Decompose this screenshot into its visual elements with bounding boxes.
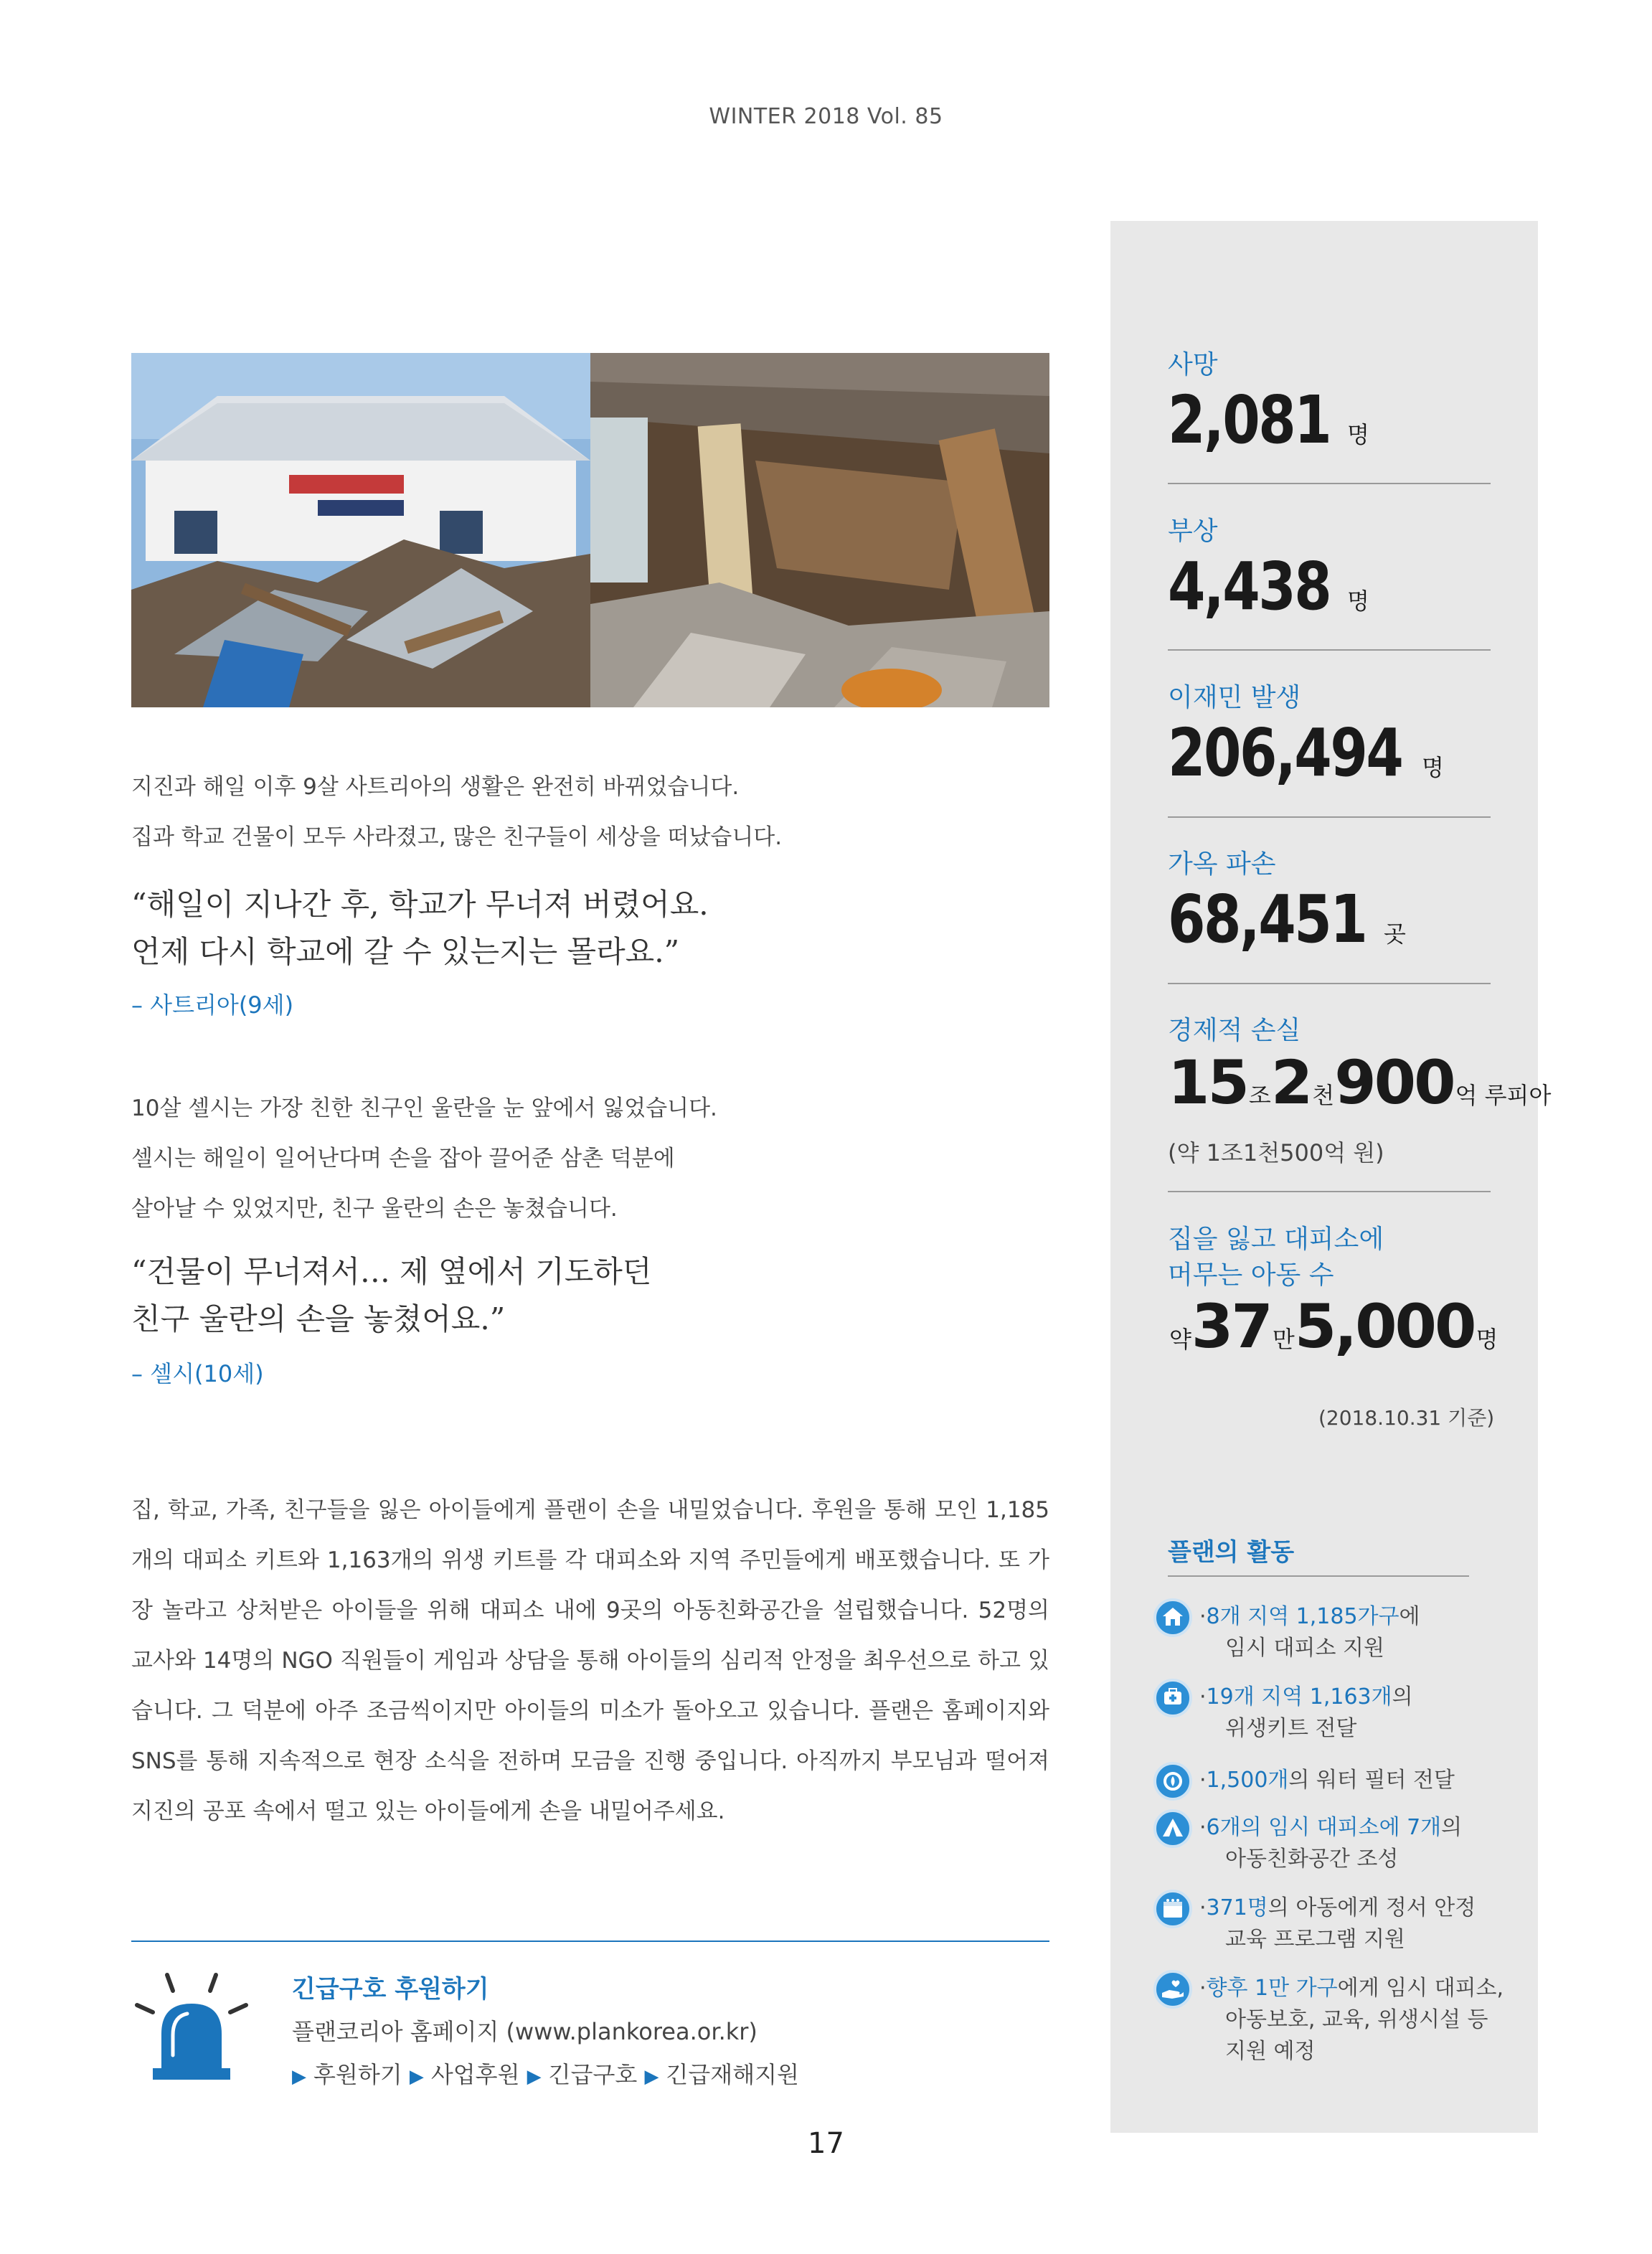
stat-economic-value: 15조2천900억 루피아 — [1168, 1047, 1552, 1118]
page-number: 17 — [808, 2127, 844, 2160]
activity-6: ·향후 1만 가구에게 임시 대피소, 아동보호, 교육, 위생시설 등 지원 예정 — [1199, 1976, 1504, 2064]
arrow-right-icon: ▶ — [527, 2066, 542, 2088]
quote-1-attribution: – 사트리아(9세) — [131, 991, 294, 1019]
stat-houses-value: 68,451 곳 — [1168, 881, 1406, 958]
story-2-line-1: 10살 셀시는 가장 친한 친구인 울란을 눈 앞에서 잃었습니다. — [131, 1095, 717, 1121]
stat-death-label: 사망 — [1168, 350, 1218, 379]
section-divider — [131, 1941, 1049, 1942]
story-2-line-3: 살아날 수 있었지만, 친구 울란의 손은 놓쳤습니다. — [131, 1196, 618, 1222]
donate-path[interactable] — [292, 2057, 799, 2090]
siren-icon — [131, 1969, 253, 2084]
activity-1: ·8개 지역 1,185가구에 임시 대피소 지원 — [1199, 1604, 1420, 1661]
stat-children-label-1: 집을 잃고 대피소에 — [1168, 1225, 1384, 1254]
path-step-4: 긴급재해지원 — [666, 2061, 799, 2088]
stat-date-note: (2018.10.31 기준) — [1318, 1406, 1495, 1430]
tent-icon — [1153, 1809, 1192, 1848]
quote-2-line-2: 친구 울란의 손을 놓쳤어요.” — [131, 1301, 506, 1336]
stat-children-value: 약37만5,000명 — [1169, 1291, 1498, 1362]
collapsed-school-photo — [131, 353, 590, 707]
helping-hand-icon — [1153, 1970, 1192, 2009]
quote-2-line-1: “건물이 무너져서… 제 옆에서 기도하던 — [131, 1254, 652, 1289]
stat-death-value: 2,081 명 — [1168, 382, 1369, 458]
stat-displaced-label: 이재민 발생 — [1168, 683, 1301, 712]
photo-strip — [131, 353, 1049, 707]
activity-5: ·371명의 아동에게 정서 안정 교육 프로그램 지원 — [1199, 1895, 1476, 1952]
stat-separator — [1168, 983, 1491, 984]
quote-1-line-1: “해일이 지나간 후, 학교가 무너져 버렸어요. — [131, 887, 709, 922]
arrow-right-icon: ▶ — [644, 2066, 659, 2088]
path-step-3: 긴급구호 — [548, 2061, 638, 2088]
arrow-right-icon: ▶ — [409, 2066, 424, 2088]
stat-separator — [1168, 816, 1491, 818]
issue-header: WINTER 2018 Vol. 85 — [709, 104, 943, 129]
activity-3: ·1,500개의 워터 필터 전달 — [1199, 1768, 1455, 1793]
stat-separator — [1168, 483, 1491, 484]
stat-separator — [1168, 649, 1491, 651]
stat-injury-value: 4,438 명 — [1168, 548, 1369, 625]
body-paragraph: 집, 학교, 가족, 친구들을 잃은 아이들에게 플랜이 손을 내밀었습니다. 후원을 통해 모인 1,185개의 대피소 키트와 1,163개의 위생 키트를 각 대피소와 지역 주민들에게 배포했습니다. 또 가장 놀라고 상처받은 아이들을 위해 대피소 내에 9곳의 아동친화공간을 설립했습니다. 52명의 교사와 14명의 NGO 직원들이 게임과 상담을 통해 아이들의 심리적 안정을 최우선으로 하고 있습니다. 그 덕분에 아주 조금씩이지만 아이들의 미소가 돌아오고 있습니다. 플랜은 홈페이지와 SNS를 통해 지속적으로 현장 소식을 전하며 모금을 진행 중입니다. 아직까지 부모님과 떨어져 지진의 공포 속에서 떨고 있는 아이들에게 손을 내밀어주세요. — [131, 1497, 1049, 1824]
house-icon — [1153, 1598, 1192, 1637]
activity-4: ·6개의 임시 대피소에 7개의 아동친화공간 조성 — [1199, 1815, 1463, 1872]
stat-children-label-2: 머무는 아동 수 — [1168, 1260, 1334, 1290]
stat-separator — [1168, 1191, 1491, 1192]
water-filter-icon — [1153, 1762, 1192, 1801]
calendar-icon — [1153, 1890, 1192, 1928]
plan-activities-separator — [1168, 1575, 1469, 1577]
stat-houses-label: 가옥 파손 — [1168, 849, 1276, 879]
stat-economic-label: 경제적 손실 — [1168, 1016, 1301, 1045]
kit-icon — [1153, 1679, 1192, 1717]
activity-2: ·19개 지역 1,163개의 위생키트 전달 — [1199, 1684, 1413, 1741]
stat-injury-label: 부상 — [1168, 517, 1218, 546]
donate-title: 긴급구호 후원하기 — [292, 1975, 489, 2004]
path-step-1: 후원하기 — [313, 2061, 402, 2088]
quote-2-attribution: – 셀시(10세) — [131, 1360, 264, 1387]
path-step-2: 사업후원 — [430, 2061, 520, 2088]
stat-displaced-value: 206,494 명 — [1168, 715, 1444, 791]
quote-1-line-2: 언제 다시 학교에 갈 수 있는지는 몰라요.” — [131, 934, 680, 969]
intro-line-2: 집과 학교 건물이 모두 사라졌고, 많은 친구들이 세상을 떠났습니다. — [131, 824, 783, 850]
stat-economic-note: (약 1조1천500억 원) — [1168, 1139, 1384, 1166]
intro-line-1: 지진과 해일 이후 9살 사트리아의 생활은 완전히 바뀌었습니다. — [131, 774, 740, 800]
plan-activities-title: 플랜의 활동 — [1168, 1538, 1295, 1567]
collapsed-building-interior-photo — [590, 353, 1049, 707]
story-2-line-2: 셀시는 해일이 일어난다며 손을 잡아 끌어준 삼촌 덕분에 — [131, 1146, 675, 1171]
donate-site[interactable]: 플랜코리아 홈페이지 (www.plankorea.or.kr) — [292, 2018, 757, 2045]
arrow-right-icon: ▶ — [292, 2066, 306, 2088]
